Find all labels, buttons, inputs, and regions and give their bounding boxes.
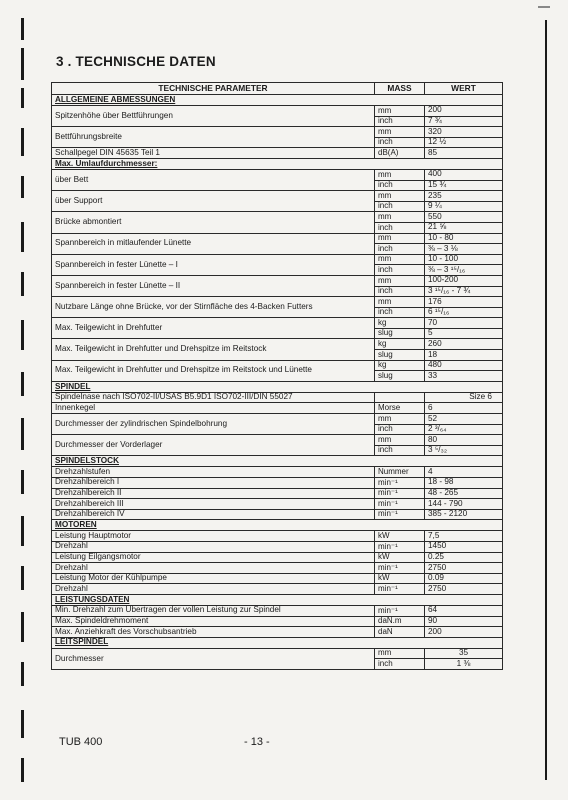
value-cell: 200 <box>425 627 503 638</box>
table-row <box>52 360 503 371</box>
value-cell: 4 <box>425 467 503 478</box>
parameter-label: Max. Anziehkraft des Vorschubsantrieb <box>52 627 375 638</box>
unit-cell: kW <box>375 573 425 584</box>
table-header-row <box>52 83 503 95</box>
value-cell: 2 ³/₆₄ <box>425 424 503 435</box>
section-title-text: LEITSPINDEL <box>55 637 109 647</box>
table-row <box>52 627 503 638</box>
value-cell: 7,5 <box>425 531 503 542</box>
table-row <box>52 414 503 425</box>
unit-cell: min⁻¹ <box>375 509 425 520</box>
binding-mark <box>21 176 24 198</box>
section-title <box>52 95 503 106</box>
value-cell: 480 <box>425 360 503 371</box>
parameter-label: Drehzahlbereich IV <box>52 509 375 520</box>
value-cell: 5 <box>425 328 503 339</box>
parameter-label: Max. Teilgewicht in Drehfutter <box>52 318 375 339</box>
unit-cell: min⁻¹ <box>375 488 425 499</box>
parameter-label: Brücke abmontiert <box>52 212 375 233</box>
parameter-label: Durchmesser der Vorderlager <box>52 435 375 456</box>
unit-cell: mm <box>375 414 425 425</box>
page-edge <box>545 20 547 780</box>
table-row <box>52 467 503 478</box>
unit-cell: kW <box>375 552 425 563</box>
binding-mark <box>21 48 24 80</box>
section-header-row <box>52 158 503 169</box>
value-cell: 3 ¹⁵/₁₆ - 7 ¾ <box>425 286 503 297</box>
binding-mark <box>21 516 24 546</box>
value-cell: 9 ¼ <box>425 201 503 212</box>
unit-cell: Morse <box>375 403 425 414</box>
value-cell: 21 ⅝ <box>425 222 503 233</box>
section-title <box>52 158 503 169</box>
section-title <box>52 520 503 531</box>
table-row <box>52 297 503 308</box>
table-row <box>52 552 503 563</box>
unit-cell: mm <box>375 212 425 223</box>
unit-cell: mm <box>375 169 425 180</box>
binding-mark <box>21 372 24 396</box>
value-cell: ⅜ – 3 ⅛ <box>425 244 503 255</box>
parameter-label: Spannbereich in fester Lünette – II <box>52 275 375 296</box>
unit-cell: inch <box>375 265 425 276</box>
unit-cell: mm <box>375 648 425 659</box>
unit-cell: Nummer <box>375 467 425 478</box>
section-header-row <box>52 95 503 106</box>
value-cell: 18 <box>425 350 503 361</box>
parameter-label: Leistung Eilgangsmotor <box>52 552 375 563</box>
parameter-label: Drehzahlbereich I <box>52 478 375 489</box>
spec-table <box>51 82 503 670</box>
value-cell: 200 <box>425 106 503 117</box>
table-row <box>52 254 503 265</box>
table-row <box>52 191 503 202</box>
unit-cell: min⁻¹ <box>375 605 425 616</box>
binding-mark <box>21 128 24 156</box>
unit-cell: mm <box>375 275 425 286</box>
value-cell: 52 <box>425 414 503 425</box>
value-cell: 1450 <box>425 541 503 552</box>
table-row <box>52 563 503 574</box>
parameter-label: Bettführungsbreite <box>52 127 375 148</box>
value-cell: 85 <box>425 148 503 159</box>
unit-cell: min⁻¹ <box>375 541 425 552</box>
section-title-text: SPINDEL <box>55 381 91 391</box>
table-row <box>52 499 503 510</box>
value-cell: 176 <box>425 297 503 308</box>
unit-cell: mm <box>375 297 425 308</box>
unit-cell: inch <box>375 137 425 148</box>
value-cell: 12 ½ <box>425 137 503 148</box>
table-row <box>52 233 503 244</box>
column-header-unit: MASS <box>375 83 425 95</box>
value-cell: 260 <box>425 339 503 350</box>
section-title-text: Max. Umlaufdurchmesser: <box>55 158 158 168</box>
binding-mark <box>21 710 24 738</box>
value-cell: ⅜ – 3 ¹⁵/₁₆ <box>425 265 503 276</box>
unit-cell: inch <box>375 424 425 435</box>
unit-cell <box>375 392 425 403</box>
value-cell: 0.25 <box>425 552 503 563</box>
unit-cell: min⁻¹ <box>375 499 425 510</box>
parameter-label: Max. Teilgewicht in Drehfutter und Drehspitze im Reitstock und Lünette <box>52 360 375 381</box>
parameter-label: Drehzahlbereich II <box>52 488 375 499</box>
unit-cell: min⁻¹ <box>375 478 425 489</box>
binding-mark <box>21 612 24 642</box>
value-cell: 80 <box>425 435 503 446</box>
value-cell: 2750 <box>425 584 503 595</box>
value-cell: 10 - 100 <box>425 254 503 265</box>
unit-cell: kg <box>375 339 425 350</box>
value-cell: 18 - 98 <box>425 478 503 489</box>
parameter-label: über Support <box>52 191 375 212</box>
parameter-label: Max. Spindeldrehmoment <box>52 616 375 627</box>
binding-mark <box>21 320 24 350</box>
unit-cell: dB(A) <box>375 148 425 159</box>
unit-cell: mm <box>375 106 425 117</box>
parameter-label: Spannbereich in fester Lünette – I <box>52 254 375 275</box>
table-row <box>52 478 503 489</box>
unit-cell: inch <box>375 659 425 670</box>
table-row <box>52 605 503 616</box>
parameter-label: Nutzbare Länge ohne Brücke, vor der Stirnfläche des 4-Backen Futters <box>52 297 375 318</box>
section-title-text: LEISTUNGSDATEN <box>55 594 130 604</box>
unit-cell: min⁻¹ <box>375 563 425 574</box>
table-row <box>52 392 503 403</box>
section-header-row <box>52 456 503 467</box>
table-row <box>52 339 503 350</box>
binding-mark <box>21 88 24 108</box>
table-row <box>52 127 503 138</box>
unit-cell: inch <box>375 286 425 297</box>
table-row <box>52 584 503 595</box>
parameter-label: Leistung Hauptmotor <box>52 531 375 542</box>
parameter-label: Durchmesser <box>52 648 375 669</box>
value-cell: 64 <box>425 605 503 616</box>
value-cell: 10 - 80 <box>425 233 503 244</box>
scan-mark <box>538 6 550 8</box>
unit-cell: inch <box>375 445 425 456</box>
section-title <box>52 594 503 605</box>
unit-cell: mm <box>375 435 425 446</box>
table-row <box>52 169 503 180</box>
unit-cell: inch <box>375 180 425 191</box>
parameter-label: Spindelnase nach ISO702-II/USAS B5.9D1 ISO702-III/DIN 55027 <box>52 392 375 403</box>
table-row <box>52 435 503 446</box>
table-row <box>52 212 503 223</box>
section-title <box>52 456 503 467</box>
section-title <box>52 381 503 392</box>
table-row <box>52 403 503 414</box>
table-row <box>52 318 503 329</box>
parameter-label: Spannbereich in mitlaufender Lünette <box>52 233 375 254</box>
value-cell: 7 ¾ <box>425 116 503 127</box>
value-cell: 15 ¾ <box>425 180 503 191</box>
section-header-row <box>52 637 503 648</box>
unit-cell: slug <box>375 371 425 382</box>
parameter-label: über Bett <box>52 169 375 190</box>
unit-cell: mm <box>375 191 425 202</box>
section-header-row <box>52 520 503 531</box>
value-cell: 385 - 2120 <box>425 509 503 520</box>
unit-cell: mm <box>375 233 425 244</box>
parameter-label: Drehzahl <box>52 563 375 574</box>
section-title-text: SPINDELSTOCK <box>55 456 119 466</box>
unit-cell: inch <box>375 201 425 212</box>
value-cell: 1 ⅜ <box>425 659 503 670</box>
value-cell: 70 <box>425 318 503 329</box>
table-row <box>52 148 503 159</box>
parameter-label: Innenkegel <box>52 403 375 414</box>
page-number: - 13 - <box>244 736 270 748</box>
binding-mark <box>21 418 24 450</box>
unit-cell: daN <box>375 627 425 638</box>
section-header-row <box>52 594 503 605</box>
value-cell: 400 <box>425 169 503 180</box>
parameter-label: Min. Drehzahl zum Übertragen der vollen Leistung zur Spindel <box>52 605 375 616</box>
unit-cell: slug <box>375 350 425 361</box>
parameter-label: Spitzenhöhe über Bettführungen <box>52 106 375 127</box>
parameter-label: Drehzahl <box>52 541 375 552</box>
section-title-text: MOTOREN <box>55 520 97 530</box>
value-cell: 0.09 <box>425 573 503 584</box>
value-cell: 3 ⁵/₃₂ <box>425 445 503 456</box>
parameter-label: Drehzahlstufen <box>52 467 375 478</box>
unit-cell: kg <box>375 318 425 329</box>
parameter-label: Leistung Motor der Kühlpumpe <box>52 573 375 584</box>
model-name: TUB 400 <box>59 736 103 748</box>
binding-mark <box>21 662 24 686</box>
unit-cell: inch <box>375 307 425 318</box>
binding-mark <box>21 758 24 782</box>
unit-cell: mm <box>375 127 425 138</box>
table-row <box>52 531 503 542</box>
unit-cell: slug <box>375 328 425 339</box>
value-cell: 6 <box>425 403 503 414</box>
section-header-row <box>52 381 503 392</box>
value-cell: 550 <box>425 212 503 223</box>
parameter-label: Max. Teilgewicht in Drehfutter und Drehspitze im Reitstock <box>52 339 375 360</box>
value-cell: 35 <box>425 648 503 659</box>
value-cell: 320 <box>425 127 503 138</box>
table-row <box>52 573 503 584</box>
value-cell: 2750 <box>425 563 503 574</box>
unit-cell: mm <box>375 254 425 265</box>
unit-cell: kW <box>375 531 425 542</box>
section-title <box>52 637 503 648</box>
table-row <box>52 275 503 286</box>
parameter-label: Durchmesser der zylindrischen Spindelbohrung <box>52 414 375 435</box>
page-title: 3 . TECHNISCHE DATEN <box>56 54 216 69</box>
binding-mark <box>21 222 24 252</box>
binding-mark <box>21 470 24 494</box>
table-row <box>52 648 503 659</box>
unit-cell: min⁻¹ <box>375 584 425 595</box>
binding-mark <box>21 18 24 40</box>
parameter-label: Drehzahl <box>52 584 375 595</box>
binding-mark <box>21 566 24 590</box>
value-cell: 144 - 790 <box>425 499 503 510</box>
value-cell: 100-200 <box>425 275 503 286</box>
binding-mark <box>21 272 24 296</box>
unit-cell: kg <box>375 360 425 371</box>
unit-cell: daN.m <box>375 616 425 627</box>
unit-cell: inch <box>375 222 425 233</box>
table-row <box>52 509 503 520</box>
value-cell: Size 6 <box>425 392 503 403</box>
unit-cell: inch <box>375 244 425 255</box>
column-header-parameter: TECHNISCHE PARAMETER <box>52 83 375 95</box>
value-cell: 48 - 265 <box>425 488 503 499</box>
parameter-label: Drehzahlbereich III <box>52 499 375 510</box>
table-row <box>52 106 503 117</box>
value-cell: 235 <box>425 191 503 202</box>
table-row <box>52 488 503 499</box>
value-cell: 33 <box>425 371 503 382</box>
value-cell: 90 <box>425 616 503 627</box>
section-title-text: ALLGEMEINE ABMESSUNGEN <box>55 94 176 104</box>
value-cell: 6 ¹⁵/₁₆ <box>425 307 503 318</box>
table-row <box>52 616 503 627</box>
parameter-label: Schallpegel DIN 45635 Teil 1 <box>52 148 375 159</box>
column-header-value: WERT <box>425 83 503 95</box>
unit-cell: inch <box>375 116 425 127</box>
table-row <box>52 541 503 552</box>
